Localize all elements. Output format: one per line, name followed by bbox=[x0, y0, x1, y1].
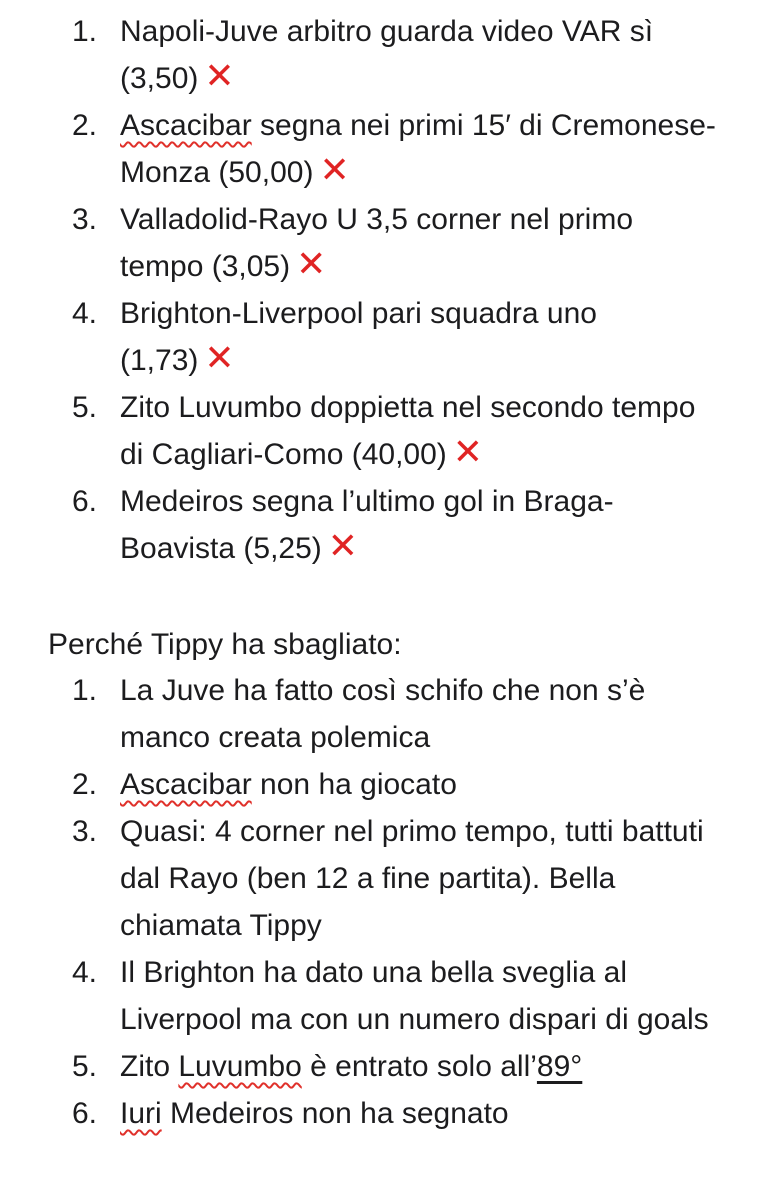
prediction-text: Valladolid-Rayo U 3,5 corner nel primo tempo (3,05) bbox=[120, 203, 634, 283]
list-number: 3. bbox=[72, 815, 98, 848]
list-number: 4. bbox=[72, 956, 98, 989]
prediction-text: Brighton-Liverpool pari squadra uno (1,73) bbox=[120, 297, 597, 377]
list-number: 6. bbox=[72, 1097, 98, 1130]
misspelled-word: Luvumbo bbox=[178, 1050, 302, 1083]
reason-item bbox=[0, 1043, 758, 1090]
red-x-icon: ✕ bbox=[296, 243, 327, 284]
misspelled-word: Iuri bbox=[120, 1097, 162, 1130]
prediction-item bbox=[0, 8, 758, 102]
red-x-icon: ✕ bbox=[452, 431, 483, 472]
list-number: 6. bbox=[72, 485, 98, 518]
red-x-icon: ✕ bbox=[319, 149, 350, 190]
prediction-item bbox=[0, 196, 758, 290]
misspelled-word: Ascacibar bbox=[120, 109, 252, 142]
list-number: 3. bbox=[72, 203, 98, 236]
list-number: 5. bbox=[72, 391, 98, 424]
reason-text: Medeiros non ha segnato bbox=[161, 1097, 509, 1130]
list-number: 1. bbox=[72, 15, 98, 48]
prediction-item bbox=[0, 290, 758, 384]
list-number: 5. bbox=[72, 1050, 98, 1083]
section-heading: Perché Tippy ha sbagliato: bbox=[48, 628, 402, 661]
reasons-list bbox=[0, 667, 758, 1137]
red-x-icon: ✕ bbox=[204, 337, 235, 378]
prediction-text: segna nei primi 15′ di Cremonese-Monza (50,00) bbox=[120, 109, 716, 189]
reason-text: Quasi: 4 corner nel primo tempo, tutti battuti dal Rayo (ben 12 a fine partita). Bella chiamata Tippy bbox=[120, 815, 704, 942]
misspelled-word: Ascacibar bbox=[120, 768, 252, 801]
reason-item bbox=[0, 1090, 758, 1137]
red-x-icon: ✕ bbox=[204, 55, 235, 96]
prediction-item bbox=[0, 102, 758, 196]
prediction-text: Zito Luvumbo doppietta nel secondo tempo di Cagliari-Como (40,00) bbox=[120, 391, 696, 471]
minute-link[interactable]: 89° bbox=[536, 1050, 583, 1083]
reason-item bbox=[0, 949, 758, 1043]
list-number: 4. bbox=[72, 297, 98, 330]
prediction-item bbox=[0, 478, 758, 572]
reason-item bbox=[0, 667, 758, 761]
reason-item bbox=[0, 761, 758, 808]
prediction-text: Medeiros segna l’ultimo gol in Braga-Boavista (5,25) bbox=[120, 485, 614, 565]
reason-text: La Juve ha fatto così schifo che non s’è manco creata polemica bbox=[120, 674, 646, 754]
prediction-item bbox=[0, 384, 758, 478]
reason-item bbox=[0, 808, 758, 949]
reason-text: Zito bbox=[120, 1050, 179, 1083]
list-number: 2. bbox=[72, 768, 98, 801]
list-number: 2. bbox=[72, 109, 98, 142]
reason-text: Il Brighton ha dato una bella sveglia al Liverpool ma con un numero dispari di goals bbox=[120, 956, 709, 1036]
list-number: 1. bbox=[72, 674, 98, 707]
reason-text: non ha giocato bbox=[251, 768, 457, 801]
predictions-list bbox=[0, 8, 758, 572]
red-x-icon: ✕ bbox=[327, 525, 358, 566]
reason-text: è entrato solo all’ bbox=[301, 1050, 537, 1083]
prediction-text: Napoli-Juve arbitro guarda video VAR sì (3,50) bbox=[120, 15, 654, 95]
